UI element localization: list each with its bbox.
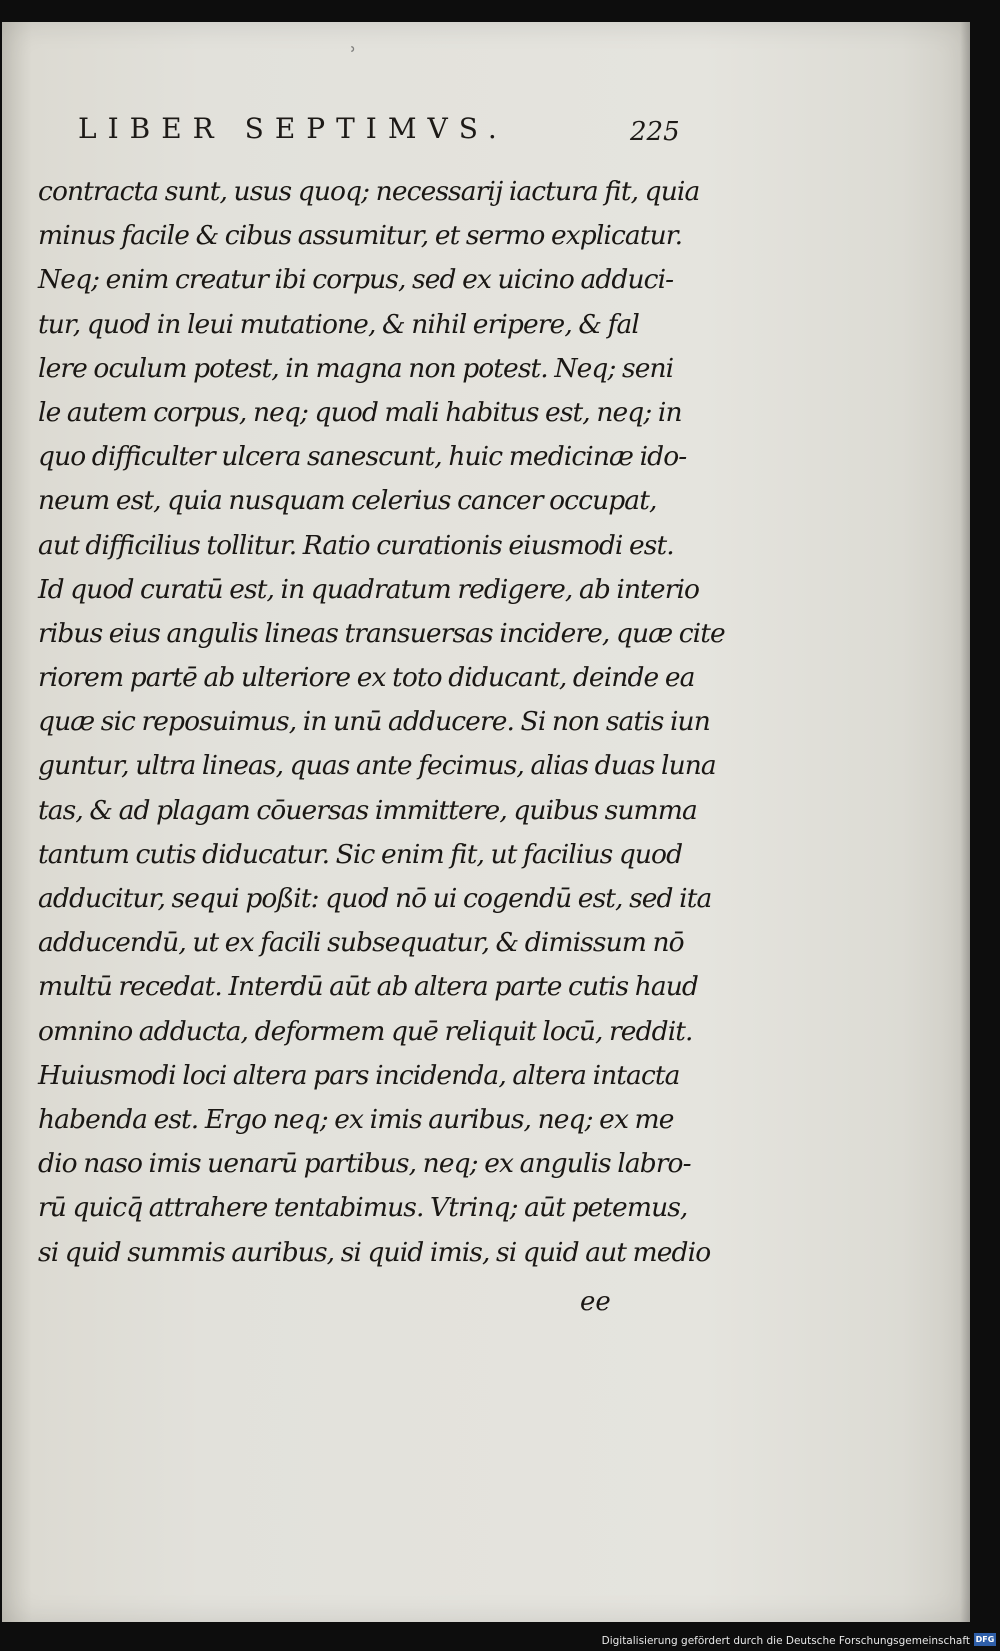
text-line: lere oculum potest, in magna non potest. Neq; seni: [38, 352, 674, 384]
text-line: multū recedat. Interdū aūt ab altera parte cutis haud: [38, 971, 698, 1003]
text-line: le autem corpus, neq; quod mali habitus est, neq; in: [38, 396, 682, 428]
catchword: ee: [580, 1287, 611, 1317]
funding-credit: Digitalisierung gefördert durch die Deutsche Forschungsgemeinschaft: [601, 1635, 970, 1647]
page-edge-shadow: [960, 22, 970, 1622]
text-line: quæ sic reposuimus, in unū adducere. Si non satis iun: [38, 706, 710, 738]
text-line: tas, & ad plagam cōuersas immittere, quibus summa: [38, 794, 697, 826]
text-line: Neq; enim creatur ibi corpus, sed ex uicino adduci-: [38, 264, 674, 296]
text-line: omnino adducta, deformem quē reliquit locū, reddit.: [38, 1015, 693, 1047]
text-line: adducendū, ut ex facili subsequatur, & dimissum nō: [38, 927, 684, 959]
text-line: contracta sunt, usus quoq; necessarij iactura fit, quia: [38, 176, 700, 207]
running-head: LIBER SEPTIMVS.: [78, 112, 508, 145]
footer-bar: [0, 1627, 1000, 1651]
text-line: Id quod curatū est, in quadratum redigere, ab interio: [38, 573, 700, 605]
text-line: tur, quod in leui mutatione, & nihil eripere, & fal: [38, 308, 639, 340]
text-line: rū quicq̄ attrahere tentabimus. Vtrinq; aūt petemus,: [38, 1192, 688, 1224]
text-line: aut difficilius tollitur. Ratio curationis eiusmodi est.: [38, 529, 674, 561]
text-line: ribus eius angulis lineas transuersas incidere, quæ cite: [38, 617, 725, 649]
text-line: si quid summis auribus, si quid imis, si quid aut medio: [38, 1236, 711, 1268]
text-line: minus facile & cibus assumitur, et sermo explicatur.: [38, 220, 683, 252]
text-line: quo difficulter ulcera sanescunt, huic medicinæ ido-: [38, 441, 687, 473]
ink-mark: ʾ: [350, 44, 357, 69]
text-line: dio naso imis uenarū partibus, neq; ex angulis labro-: [38, 1148, 691, 1180]
text-line: tantum cutis diducatur. Sic enim fit, ut facilius quod: [38, 838, 683, 870]
text-line: Huiusmodi loci altera pars incidenda, altera intacta: [38, 1059, 680, 1091]
text-line: riorem partē ab ulteriore ex toto diducant, deinde ea: [38, 662, 695, 694]
text-line: guntur, ultra lineas, quas ante fecimus, alias duas luna: [38, 750, 716, 782]
text-line: adducitur, sequi poßit: quod nō ui cogendū est, sed ita: [38, 883, 712, 914]
body-text: [38, 170, 725, 1275]
text-line: neum est, quia nusquam celerius cancer occupat,: [38, 485, 657, 517]
text-line: habenda est. Ergo neq; ex imis auribus, neq; ex me: [38, 1103, 674, 1135]
dfg-logo-icon: DFG: [975, 1635, 995, 1644]
page-number: 225: [630, 117, 680, 147]
